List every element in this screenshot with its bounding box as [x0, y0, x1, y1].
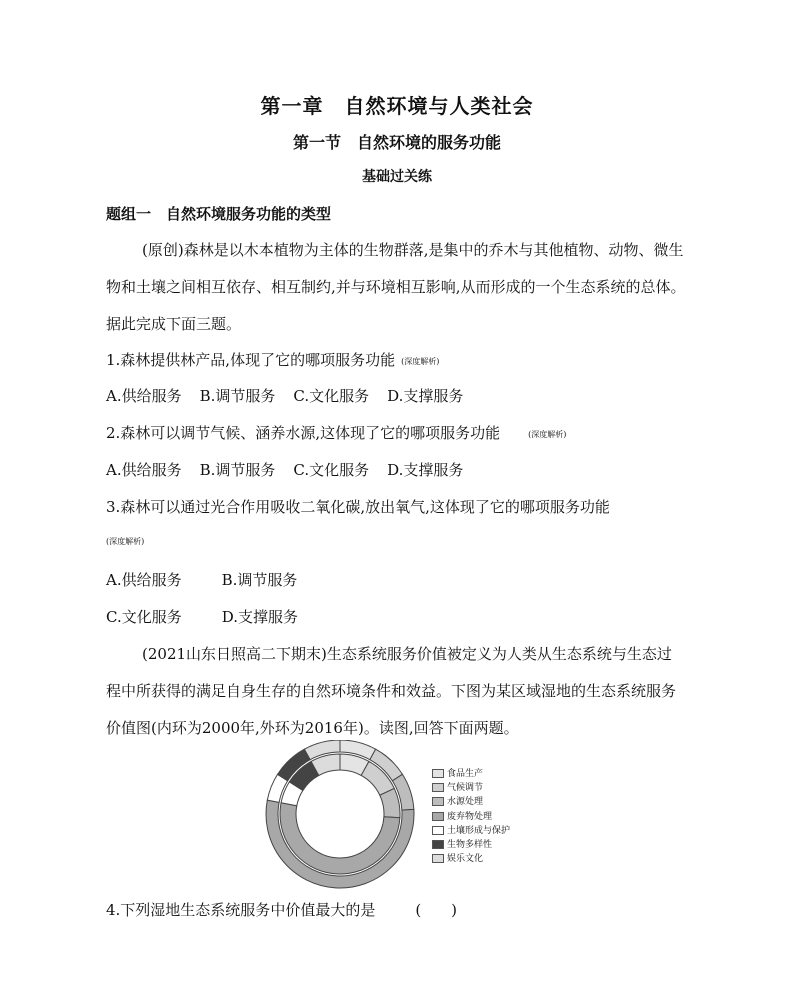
- legend-swatch: [432, 826, 444, 835]
- intro-paragraph-2: (2021山东日照高二下期末)生态系统服务价值被定义为人类从生态系统与生态过程中所获得的满足自身生存的自然环境条件和效益。下图为某区域湿地的生态系统服务价值图(内环为2000年,外环为2016年)。读图,回答下面两题。: [106, 645, 677, 737]
- legend-label: 生物多样性: [447, 840, 493, 850]
- option-b[interactable]: B.调节服务: [199, 461, 276, 479]
- question-1-tag: (深度解析): [401, 356, 440, 366]
- legend-item: [432, 766, 483, 779]
- question-1-options: [106, 378, 481, 415]
- legend-label: 气候调节: [447, 783, 484, 794]
- question-3-tag: (深度解析): [106, 537, 145, 546]
- option-a[interactable]: A.供给服务: [106, 571, 182, 589]
- option-a[interactable]: A.供给服务: [106, 387, 182, 405]
- legend-label: 食品生产: [447, 769, 484, 779]
- question-3-options-row1: [106, 562, 315, 599]
- legend-label: 土壤形成与保护: [447, 825, 511, 836]
- question-1: [106, 342, 439, 380]
- group-title: 题组一 自然环境服务功能的类型: [106, 205, 332, 223]
- legend-swatch: [432, 797, 444, 806]
- question-2: [106, 415, 566, 453]
- service-value-ring-chart: [255, 740, 425, 890]
- legend-swatch: [432, 812, 444, 821]
- legend-item: [432, 851, 483, 864]
- intro-paragraph-1: (原创)森林是以木本植物为主体的生物群落,是集中的乔木与其他植物、动物、微生物和土壤之间相互依存、相互制约,并与环境相互影响,从而形成的一个生态系统的总体。据此完成下面三题。: [106, 241, 686, 333]
- practice-title: 基础过关练: [362, 169, 432, 185]
- question-3-options-row2: [106, 599, 316, 636]
- question-1-stem: 1.森林提供林产品,体现了它的哪项服务功能: [106, 351, 396, 369]
- question-4: [106, 892, 457, 929]
- legend-item: [432, 837, 492, 850]
- option-d[interactable]: D.支撑服务: [387, 387, 464, 405]
- legend-label: 娱乐文化: [447, 854, 484, 865]
- legend-item: [432, 823, 510, 836]
- legend-swatch: [432, 783, 444, 792]
- legend-label: 水源处理: [447, 797, 484, 808]
- legend-item: [432, 780, 483, 793]
- legend-item: [432, 794, 483, 807]
- question-4-stem: 4.下列湿地生态系统服务中价值最大的是: [106, 901, 376, 919]
- question-2-tag: (深度解析): [528, 429, 567, 439]
- legend-item: [432, 809, 492, 822]
- option-d[interactable]: D.支撑服务: [387, 461, 464, 479]
- legend-swatch: [432, 840, 444, 849]
- option-b[interactable]: B.调节服务: [199, 387, 276, 405]
- answer-paren: ( ): [415, 901, 458, 919]
- legend-label: 废弃物处理: [447, 811, 493, 822]
- option-d[interactable]: D.支撑服务: [221, 608, 298, 626]
- option-c[interactable]: C.文化服务: [293, 387, 370, 405]
- option-a[interactable]: A.供给服务: [106, 461, 182, 479]
- question-2-stem: 2.森林可以调节气候、涵养水源,这体现了它的哪项服务功能: [106, 424, 501, 442]
- section-title: 第一节 自然环境的服务功能: [292, 133, 501, 152]
- question-3-stem: 3.森林可以通过光合作用吸收二氧化碳,放出氧气,这体现了它的哪项服务功能: [106, 498, 610, 516]
- option-c[interactable]: C.文化服务: [293, 461, 370, 479]
- question-2-options: [106, 452, 481, 489]
- option-c[interactable]: C.文化服务: [106, 608, 182, 626]
- option-b[interactable]: B.调节服务: [221, 571, 298, 589]
- chapter-title: 第一章 自然环境与人类社会: [260, 94, 534, 118]
- legend-swatch: [432, 854, 444, 863]
- legend-swatch: [432, 769, 444, 778]
